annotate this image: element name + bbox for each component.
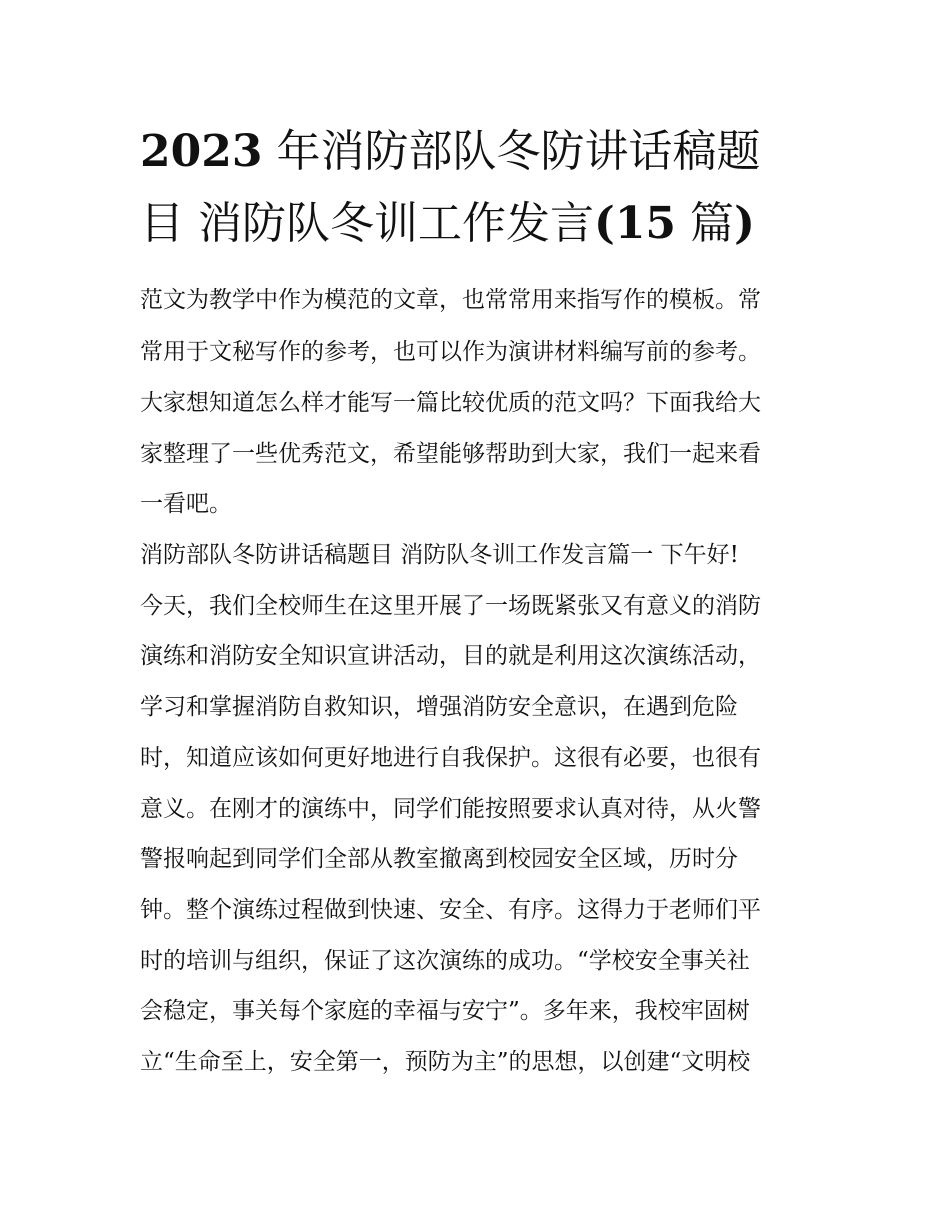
body-line: 演练和消防安全知识宣讲活动，目的就是利用这次演练活动， <box>140 643 761 669</box>
body-line: 大家想知道怎么样才能写一篇比较优质的范文吗？下面我给大 <box>140 390 761 416</box>
body-line: 家整理了一些优秀范文，希望能够帮助到大家，我们一起来看 <box>140 441 761 467</box>
body-line: 时，知道应该如何更好地进行自我保护。这很有必要，也很有 <box>140 745 761 771</box>
body-line: 范文为教学中作为模范的文章，也常常用来指写作的模板。常 <box>140 287 761 313</box>
document-title <box>140 116 810 260</box>
body-line: 常用于文秘写作的参考，也可以作为演讲材料编写前的参考。 <box>140 339 761 365</box>
title-count-unit: 篇 <box>676 198 735 249</box>
body-line: 警报响起到同学们全部从教室撤离到校园安全区域，历时分 <box>140 846 738 872</box>
body-line: 立“生命至上，安全第一，预防为主”的思想，以创建“文明校 <box>140 1049 751 1075</box>
title-line2-text: 目 消防队冬训工作发言 <box>140 198 594 249</box>
section-heading-line: 消防部队冬防讲话稿题目 消防队冬训工作发言篇一 下午好! <box>140 542 739 568</box>
body-line: 钟。整个演练过程做到快速、安全、有序。这得力于老师们平 <box>140 897 761 923</box>
title-close-paren: ) <box>734 198 755 249</box>
title-year: 2023 <box>140 126 263 177</box>
body-line: 意义。在刚才的演练中，同学们能按照要求认真对待，从火警 <box>140 796 761 822</box>
body-line: 一看吧。 <box>140 491 232 517</box>
body-line: 时的培训与组织，保证了这次演练的成功。“学校安全事关社 <box>140 948 750 974</box>
body-line: 学习和掌握消防自救知识，增强消防安全意识，在遇到危险 <box>140 694 738 720</box>
title-line1-text: 年消防部队冬防讲话稿题 <box>262 126 761 177</box>
body-line: 会稳定，事关每个家庭的幸福与安宁”。多年来，我校牢固树 <box>140 998 750 1024</box>
body-line: 今天，我们全校师生在这里开展了一场既紧张又有意义的消防 <box>140 593 761 619</box>
title-count: (15 <box>594 198 677 249</box>
